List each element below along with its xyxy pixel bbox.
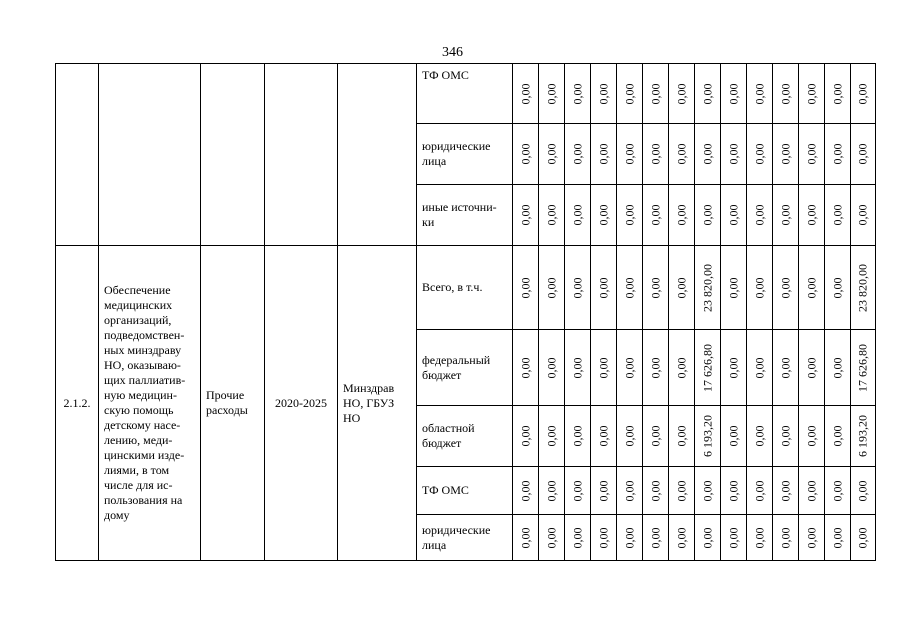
value-cell: 0,00 — [851, 515, 876, 561]
value-cell: 0,00 — [643, 406, 669, 467]
value-cell: 0,00 — [513, 467, 539, 515]
value-cell: 0,00 — [669, 467, 695, 515]
value-cell: 0,00 — [799, 246, 825, 330]
value-cell: 0,00 — [617, 64, 643, 124]
value-cell: 0,00 — [799, 406, 825, 467]
value-cell: 0,00 — [773, 515, 799, 561]
value-cell: 0,00 — [591, 515, 617, 561]
value-cell: 0,00 — [513, 406, 539, 467]
value-cell: 0,00 — [565, 64, 591, 124]
value-cell: 0,00 — [539, 467, 565, 515]
table-row — [56, 246, 876, 330]
value-cell: 0,00 — [565, 185, 591, 246]
value-cell: 0,00 — [643, 515, 669, 561]
value-cell: 0,00 — [695, 64, 721, 124]
value-cell: 0,00 — [747, 246, 773, 330]
value-cell: 0,00 — [851, 124, 876, 185]
source-cell: ТФ ОМС — [417, 467, 513, 515]
value-cell: 0,00 — [565, 330, 591, 406]
empty-expense-cell — [201, 64, 265, 246]
value-cell: 0,00 — [825, 467, 851, 515]
value-cell: 0,00 — [773, 467, 799, 515]
value-cell: 0,00 — [643, 467, 669, 515]
value-cell: 0,00 — [539, 406, 565, 467]
value-cell: 0,00 — [851, 64, 876, 124]
value-cell: 0,00 — [747, 64, 773, 124]
value-cell: 0,00 — [669, 246, 695, 330]
value-cell: 0,00 — [695, 124, 721, 185]
value-cell: 0,00 — [513, 64, 539, 124]
source-cell: областной бюджет — [417, 406, 513, 467]
value-cell: 0,00 — [539, 185, 565, 246]
value-cell: 0,00 — [591, 406, 617, 467]
value-cell: 0,00 — [773, 406, 799, 467]
value-cell: 0,00 — [643, 246, 669, 330]
value-cell: 0,00 — [747, 515, 773, 561]
value-cell: 17 626,80 — [695, 330, 721, 406]
value-cell: 0,00 — [695, 467, 721, 515]
value-cell: 0,00 — [773, 246, 799, 330]
value-cell: 0,00 — [669, 64, 695, 124]
value-cell: 0,00 — [721, 467, 747, 515]
value-cell: 0,00 — [539, 124, 565, 185]
value-cell: 0,00 — [591, 64, 617, 124]
value-cell: 0,00 — [591, 185, 617, 246]
value-cell: 0,00 — [747, 185, 773, 246]
value-cell: 0,00 — [695, 185, 721, 246]
value-cell: 0,00 — [539, 64, 565, 124]
source-cell: юридические лица — [417, 515, 513, 561]
value-cell: 0,00 — [825, 124, 851, 185]
value-cell: 0,00 — [513, 246, 539, 330]
item-executor: Минздрав НО, ГБУЗ НО — [338, 246, 417, 561]
value-cell: 0,00 — [617, 467, 643, 515]
value-cell: 0,00 — [721, 246, 747, 330]
value-cell: 0,00 — [747, 330, 773, 406]
value-cell: 0,00 — [565, 515, 591, 561]
value-cell: 0,00 — [565, 406, 591, 467]
item-expense-type: Прочие расходы — [201, 246, 265, 561]
value-cell: 6 193,20 — [695, 406, 721, 467]
value-cell: 0,00 — [513, 515, 539, 561]
value-cell: 0,00 — [747, 467, 773, 515]
value-cell: 0,00 — [669, 124, 695, 185]
value-cell: 0,00 — [773, 185, 799, 246]
value-cell: 0,00 — [539, 246, 565, 330]
source-cell: федеральный бюджет — [417, 330, 513, 406]
value-cell: 0,00 — [825, 64, 851, 124]
value-cell: 0,00 — [617, 124, 643, 185]
value-cell: 0,00 — [851, 185, 876, 246]
item-description: Обеспечение медицинских организаций, подведомствен-ных минздраву НО, оказываю-щих паллиатив-ную медицин-скую помощь детскому насе-лению, меди-цинскими изде-лиями, в том числе для ис-пользования на дому — [99, 246, 201, 561]
value-cell: 0,00 — [799, 124, 825, 185]
source-cell: иные источни-ки — [417, 185, 513, 246]
value-cell: 0,00 — [721, 330, 747, 406]
value-cell: 0,00 — [617, 246, 643, 330]
item-number: 2.1.2. — [56, 246, 99, 561]
value-cell: 0,00 — [565, 467, 591, 515]
value-cell: 0,00 — [825, 246, 851, 330]
value-cell: 0,00 — [643, 124, 669, 185]
value-cell: 0,00 — [773, 330, 799, 406]
value-cell: 0,00 — [643, 330, 669, 406]
value-cell: 0,00 — [643, 185, 669, 246]
value-cell: 0,00 — [825, 515, 851, 561]
value-cell: 0,00 — [617, 185, 643, 246]
source-cell: Всего, в т.ч. — [417, 246, 513, 330]
page-number: 346 — [442, 45, 463, 60]
value-cell: 0,00 — [513, 124, 539, 185]
value-cell: 0,00 — [721, 64, 747, 124]
value-cell: 0,00 — [695, 515, 721, 561]
value-cell: 0,00 — [773, 64, 799, 124]
value-cell: 0,00 — [591, 246, 617, 330]
value-cell: 0,00 — [799, 515, 825, 561]
value-cell: 0,00 — [617, 330, 643, 406]
value-cell: 0,00 — [513, 330, 539, 406]
value-cell: 0,00 — [825, 185, 851, 246]
value-cell: 0,00 — [747, 406, 773, 467]
value-cell: 0,00 — [773, 124, 799, 185]
value-cell: 0,00 — [721, 406, 747, 467]
value-cell: 0,00 — [591, 330, 617, 406]
value-cell: 0,00 — [799, 330, 825, 406]
value-cell: 0,00 — [825, 330, 851, 406]
budget-table — [55, 63, 876, 561]
value-cell: 0,00 — [669, 185, 695, 246]
value-cell: 0,00 — [591, 124, 617, 185]
value-cell: 0,00 — [669, 330, 695, 406]
empty-number-cell — [56, 64, 99, 246]
value-cell: 0,00 — [669, 515, 695, 561]
empty-period-cell — [265, 64, 338, 246]
value-cell: 0,00 — [539, 515, 565, 561]
source-cell: юридические лица — [417, 124, 513, 185]
empty-executor-cell — [338, 64, 417, 246]
value-cell: 0,00 — [721, 515, 747, 561]
value-cell: 6 193,20 — [851, 406, 876, 467]
empty-description-cell — [99, 64, 201, 246]
table-row — [56, 64, 876, 124]
value-cell: 0,00 — [539, 330, 565, 406]
value-cell: 0,00 — [747, 124, 773, 185]
value-cell: 17 626,80 — [851, 330, 876, 406]
value-cell: 0,00 — [565, 124, 591, 185]
value-cell: 0,00 — [513, 185, 539, 246]
value-cell: 23 820,00 — [851, 246, 876, 330]
value-cell: 0,00 — [721, 185, 747, 246]
table-body — [56, 64, 876, 561]
value-cell: 0,00 — [669, 406, 695, 467]
value-cell: 0,00 — [799, 185, 825, 246]
value-cell: 0,00 — [617, 515, 643, 561]
value-cell: 0,00 — [565, 246, 591, 330]
value-cell: 0,00 — [799, 467, 825, 515]
value-cell: 0,00 — [591, 467, 617, 515]
value-cell: 0,00 — [799, 64, 825, 124]
value-cell: 0,00 — [851, 467, 876, 515]
value-cell: 0,00 — [825, 406, 851, 467]
source-cell: ТФ ОМС — [417, 64, 513, 124]
item-period: 2020-2025 — [265, 246, 338, 561]
value-cell: 0,00 — [721, 124, 747, 185]
value-cell: 23 820,00 — [695, 246, 721, 330]
value-cell: 0,00 — [617, 406, 643, 467]
value-cell: 0,00 — [643, 64, 669, 124]
